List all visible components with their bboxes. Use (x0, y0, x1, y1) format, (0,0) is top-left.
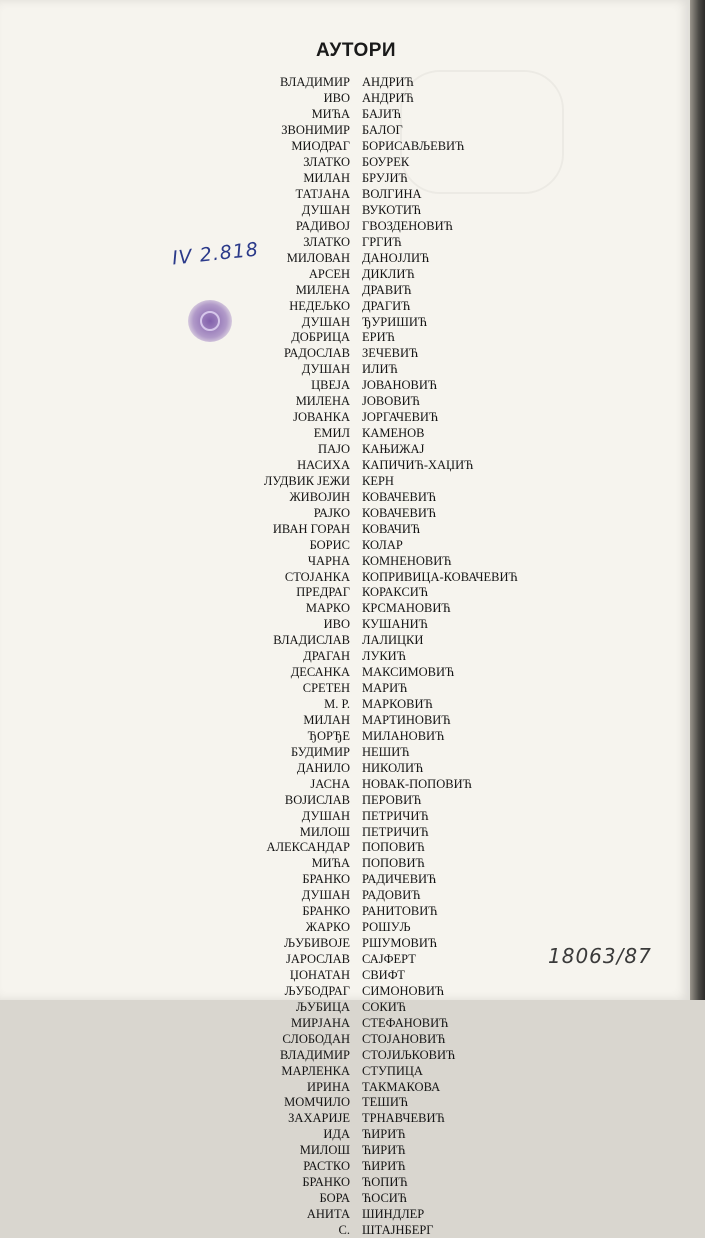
author-first-name: МАРЛЕНКА (0, 1064, 350, 1079)
author-first-name: ДУШАН (0, 203, 350, 218)
author-first-name: ЕМИЛ (0, 426, 350, 441)
author-last-name: БРУЈИЋ (362, 171, 408, 186)
author-first-name: АРСЕН (0, 267, 350, 282)
author-last-name: АНДРИЋ (362, 75, 414, 90)
author-last-name: ПЕРОВИЋ (362, 793, 421, 808)
author-last-name: КОМНЕНОВИЋ (362, 554, 452, 569)
author-row (0, 123, 690, 139)
author-row (0, 187, 690, 203)
author-first-name: СТОЈАНКА (0, 570, 350, 585)
author-first-name: ЉУБИЦА (0, 1000, 350, 1015)
author-last-name: ЋИРИЋ (362, 1159, 406, 1174)
author-first-name: ЛУДВИК ЈЕЖИ (0, 474, 350, 489)
author-last-name: ПОПОВИЋ (362, 856, 425, 871)
author-first-name: ДУШАН (0, 315, 350, 330)
author-row (0, 362, 690, 378)
author-last-name: ДРАГИЋ (362, 299, 410, 314)
author-row (0, 776, 690, 792)
author-row (0, 744, 690, 760)
author-last-name: ЈОРГАЧЕВИЋ (362, 410, 438, 425)
author-last-name: КРСМАНОВИЋ (362, 601, 451, 616)
author-last-name: ДРАВИЋ (362, 283, 412, 298)
author-first-name: БРАНКО (0, 1175, 350, 1190)
author-row (0, 171, 690, 187)
author-last-name: ШИНДЛЕР (362, 1207, 424, 1222)
author-last-name: ЋОСИЋ (362, 1191, 407, 1206)
author-row (0, 633, 690, 649)
author-first-name: ЗАХАРИЈЕ (0, 1111, 350, 1126)
author-first-name: РАДИВОЈ (0, 219, 350, 234)
author-row (0, 378, 690, 394)
author-row (0, 1127, 690, 1143)
author-last-name: КОПРИВИЦА-КОВАЧЕВИЋ (362, 570, 518, 585)
author-row (0, 713, 690, 729)
author-row (0, 394, 690, 410)
author-first-name: ЗВОНИМИР (0, 123, 350, 138)
author-last-name: ГВОЗДЕНОВИЋ (362, 219, 453, 234)
author-last-name: КОВАЧИЋ (362, 522, 420, 537)
author-row (0, 1031, 690, 1047)
author-row (0, 553, 690, 569)
author-first-name: ИВО (0, 617, 350, 632)
author-last-name: ЂУРИШИЋ (362, 315, 427, 330)
author-row (0, 808, 690, 824)
author-row (0, 1207, 690, 1223)
author-first-name: ДУШАН (0, 809, 350, 824)
author-first-name: ДУШАН (0, 362, 350, 377)
author-first-name: РАДОСЛАВ (0, 346, 350, 361)
author-last-name: ГРГИЋ (362, 235, 402, 250)
author-first-name: СЛОБОДАН (0, 1032, 350, 1047)
author-first-name: ВЛАДИСЛАВ (0, 633, 350, 648)
author-first-name: ЗЛАТКО (0, 235, 350, 250)
author-first-name: ЂОРЂЕ (0, 729, 350, 744)
author-first-name: ДОБРИЦА (0, 330, 350, 345)
author-row (0, 91, 690, 107)
author-first-name: НЕДЕЉКО (0, 299, 350, 314)
author-row (0, 442, 690, 458)
author-first-name: РАСТКО (0, 1159, 350, 1174)
author-last-name: ПОПОВИЋ (362, 840, 425, 855)
author-row (0, 968, 690, 984)
author-row (0, 760, 690, 776)
author-last-name: ТЕШИЋ (362, 1095, 408, 1110)
author-last-name: МИЛАНОВИЋ (362, 729, 444, 744)
author-last-name: ВОЛГИНА (362, 187, 422, 202)
author-first-name: БРАНКО (0, 872, 350, 887)
call-number: 18063/87 (548, 944, 652, 968)
author-row (0, 983, 690, 999)
author-row (0, 1111, 690, 1127)
author-first-name: ИДА (0, 1127, 350, 1142)
inventory-note: IV 2.818 (171, 239, 260, 270)
author-first-name: ЈАРОСЛАВ (0, 952, 350, 967)
author-row (0, 856, 690, 872)
author-first-name: МИЛАН (0, 713, 350, 728)
author-row (0, 1159, 690, 1175)
author-last-name: ЗЕЧЕВИЋ (362, 346, 418, 361)
author-last-name: ЈОВАНОВИЋ (362, 378, 437, 393)
author-first-name: МИОДРАГ (0, 139, 350, 154)
author-last-name: СИМОНОВИЋ (362, 984, 444, 999)
author-last-name: СОКИЋ (362, 1000, 406, 1015)
author-last-name: САЈФЕРТ (362, 952, 416, 967)
author-first-name: ВЛАДИМИР (0, 1048, 350, 1063)
author-last-name: КАМЕНОВ (362, 426, 425, 441)
library-stamp (188, 300, 232, 342)
author-row (0, 1191, 690, 1207)
author-last-name: НОВАК-ПОПОВИЋ (362, 777, 472, 792)
author-row (0, 697, 690, 713)
author-row (0, 426, 690, 442)
author-row (0, 1079, 690, 1095)
author-row (0, 489, 690, 505)
author-first-name: МАРКО (0, 601, 350, 616)
author-row (0, 1063, 690, 1079)
author-last-name: ЛАЛИЦКИ (362, 633, 423, 648)
author-row (0, 840, 690, 856)
author-first-name: АНИТА (0, 1207, 350, 1222)
author-last-name: РАДОВИЋ (362, 888, 421, 903)
author-row (0, 218, 690, 234)
author-row (0, 234, 690, 250)
author-last-name: БАЛОГ (362, 123, 403, 138)
author-row (0, 904, 690, 920)
author-first-name: МИЛЕНА (0, 394, 350, 409)
author-last-name: БОРИСАВЉЕВИЋ (362, 139, 464, 154)
author-row (0, 250, 690, 266)
author-row (0, 139, 690, 155)
stamp-emblem-icon (200, 311, 220, 331)
author-first-name: МИРЈАНА (0, 1016, 350, 1031)
author-row (0, 649, 690, 665)
author-last-name: МАРТИНОВИЋ (362, 713, 451, 728)
author-row (0, 505, 690, 521)
page-title: АУТОРИ (316, 40, 396, 62)
author-first-name: МИЛЕНА (0, 283, 350, 298)
author-last-name: СВИФТ (362, 968, 405, 983)
author-row (0, 1175, 690, 1191)
author-first-name: ЗЛАТКО (0, 155, 350, 170)
author-last-name: ТРНАВЧЕВИЋ (362, 1111, 445, 1126)
author-last-name: КОВАЧЕВИЋ (362, 490, 436, 505)
author-last-name: СТУПИЦА (362, 1064, 423, 1079)
author-row (0, 282, 690, 298)
author-last-name: ЋИРИЋ (362, 1143, 406, 1158)
author-first-name: ЖАРКО (0, 920, 350, 935)
author-first-name: ДАНИЛО (0, 761, 350, 776)
author-row (0, 346, 690, 362)
author-first-name: АЛЕКСАНДАР (0, 840, 350, 855)
author-last-name: ПЕТРИЧИЋ (362, 809, 429, 824)
author-first-name: БОРИС (0, 538, 350, 553)
author-first-name: ИРИНА (0, 1080, 350, 1095)
author-last-name: МАРИЋ (362, 681, 407, 696)
author-first-name: ПРЕДРАГ (0, 585, 350, 600)
author-last-name: КАЊИЖАЈ (362, 442, 424, 457)
author-last-name: КОЛАР (362, 538, 403, 553)
author-last-name: ЋОПИЋ (362, 1175, 408, 1190)
author-first-name: ДРАГАН (0, 649, 350, 664)
author-first-name: МОМЧИЛО (0, 1095, 350, 1110)
author-row (0, 537, 690, 553)
author-first-name: МИЋА (0, 107, 350, 122)
author-row (0, 473, 690, 489)
author-list (0, 75, 690, 1238)
author-first-name: МИЛАН (0, 171, 350, 186)
author-first-name: ПАЈО (0, 442, 350, 457)
author-row (0, 266, 690, 282)
author-row (0, 1223, 690, 1238)
author-row (0, 824, 690, 840)
author-row (0, 203, 690, 219)
author-last-name: РАНИТОВИЋ (362, 904, 438, 919)
author-last-name: МАРКОВИЋ (362, 697, 433, 712)
author-row (0, 888, 690, 904)
author-last-name: КАПИЧИЋ-ХАЏИЋ (362, 458, 473, 473)
author-row (0, 330, 690, 346)
author-last-name: МАКСИМОВИЋ (362, 665, 454, 680)
author-first-name: ЧАРНА (0, 554, 350, 569)
author-last-name: СТЕФАНОВИЋ (362, 1016, 448, 1031)
author-row (0, 1047, 690, 1063)
author-last-name: ДИКЛИЋ (362, 267, 415, 282)
author-last-name: БАЈИЋ (362, 107, 401, 122)
author-first-name: БОРА (0, 1191, 350, 1206)
author-first-name: ЉУБИВОЈЕ (0, 936, 350, 951)
author-first-name: МИЛОВАН (0, 251, 350, 266)
author-first-name: ДЕСАНКА (0, 665, 350, 680)
author-row (0, 920, 690, 936)
author-row (0, 1143, 690, 1159)
author-row (0, 314, 690, 330)
author-first-name: ЈАСНА (0, 777, 350, 792)
author-last-name: БОУРЕК (362, 155, 409, 170)
author-first-name: ЦВЕЈА (0, 378, 350, 393)
author-first-name: М. Р. (0, 697, 350, 712)
author-last-name: ПЕТРИЧИЋ (362, 825, 429, 840)
author-first-name: ЖИВОЈИН (0, 490, 350, 505)
author-last-name: ШТАЈНБЕРГ (362, 1223, 434, 1238)
author-first-name: МИЛОШ (0, 1143, 350, 1158)
author-row (0, 585, 690, 601)
author-first-name: ИВАН ГОРАН (0, 522, 350, 537)
author-last-name: ЛУКИЋ (362, 649, 406, 664)
author-last-name: СТОЈИЉКОВИЋ (362, 1048, 455, 1063)
author-last-name: ЋИРИЋ (362, 1127, 406, 1142)
author-row (0, 617, 690, 633)
author-last-name: КОВАЧЕВИЋ (362, 506, 436, 521)
author-first-name: РАЈКО (0, 506, 350, 521)
author-first-name: ДУШАН (0, 888, 350, 903)
author-first-name: ЏОНАТАН (0, 968, 350, 983)
author-row (0, 1095, 690, 1111)
author-last-name: ТАКМАКОВА (362, 1080, 440, 1095)
page-edge (690, 0, 705, 1000)
author-row (0, 665, 690, 681)
author-first-name: ЈОВАНКА (0, 410, 350, 425)
author-last-name: КЕРН (362, 474, 394, 489)
author-first-name: С. (0, 1223, 350, 1238)
author-last-name: РШУМОВИЋ (362, 936, 437, 951)
author-last-name: СТОЈАНОВИЋ (362, 1032, 445, 1047)
author-last-name: ИЛИЋ (362, 362, 398, 377)
author-last-name: КУШАНИЋ (362, 617, 428, 632)
author-first-name: БУДИМИР (0, 745, 350, 760)
author-first-name: ЉУБОДРАГ (0, 984, 350, 999)
author-last-name: ЕРИЋ (362, 330, 395, 345)
author-first-name: ИВО (0, 91, 350, 106)
author-last-name: ДАНОЈЛИЋ (362, 251, 429, 266)
author-first-name: МИЛОШ (0, 825, 350, 840)
author-row (0, 1015, 690, 1031)
author-row (0, 601, 690, 617)
author-last-name: ВУКОТИЋ (362, 203, 421, 218)
author-first-name: ТАТЈАНА (0, 187, 350, 202)
author-first-name: СРЕТЕН (0, 681, 350, 696)
author-first-name: ВОЈИСЛАВ (0, 793, 350, 808)
author-last-name: НИКОЛИЋ (362, 761, 423, 776)
author-last-name: НЕШИЋ (362, 745, 410, 760)
author-row (0, 872, 690, 888)
author-first-name: ВЛАДИМИР (0, 75, 350, 90)
author-last-name: КОРАКСИЋ (362, 585, 428, 600)
author-last-name: АНДРИЋ (362, 91, 414, 106)
author-last-name: РАДИЧЕВИЋ (362, 872, 436, 887)
author-first-name: МИЋА (0, 856, 350, 871)
author-last-name: ЈОВОВИЋ (362, 394, 420, 409)
author-first-name: БРАНКО (0, 904, 350, 919)
author-row (0, 792, 690, 808)
author-last-name: РОШУЉ (362, 920, 411, 935)
author-row (0, 728, 690, 744)
author-row (0, 410, 690, 426)
author-row (0, 155, 690, 171)
author-row (0, 999, 690, 1015)
author-row (0, 569, 690, 585)
author-row (0, 458, 690, 474)
author-row (0, 298, 690, 314)
author-row (0, 681, 690, 697)
author-row (0, 75, 690, 91)
author-first-name: НАСИХА (0, 458, 350, 473)
author-row (0, 521, 690, 537)
author-row (0, 107, 690, 123)
